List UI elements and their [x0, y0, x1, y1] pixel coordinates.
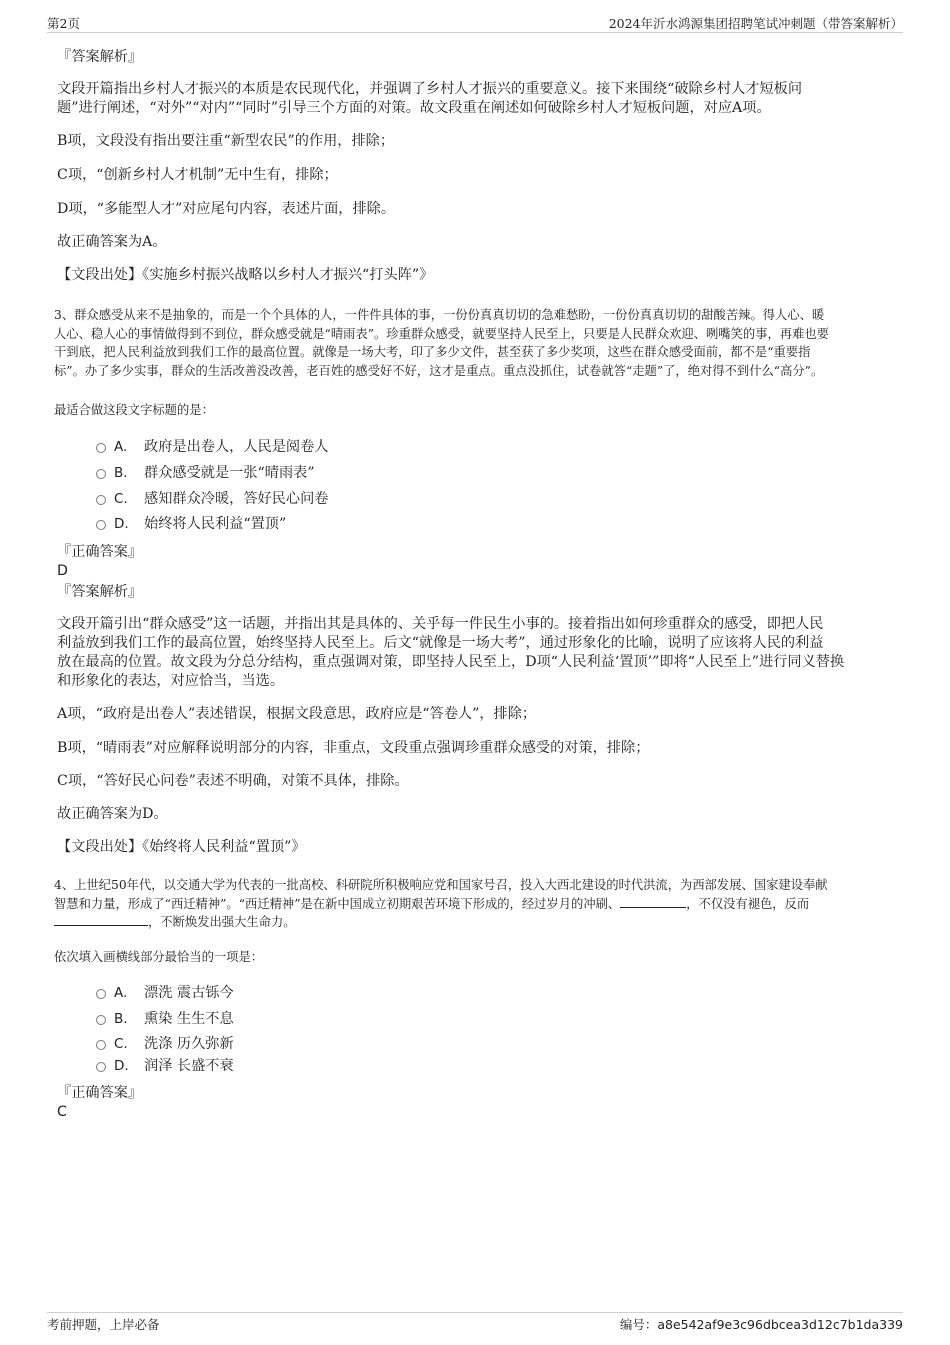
footer-slogan: 考前押题，上岸必备	[47, 1317, 160, 1332]
q3-option-b-analysis: B项，“晴雨表”对应解释说明部分的内容，非重点，文段重点强调珍重群众感受的对策，排除；	[57, 740, 650, 756]
footer-id-label: 编号：	[619, 1317, 658, 1332]
q2-analysis-line-1: 文段开篇指出乡村人才振兴的本质是农民现代化，并强调了乡村人才振兴的重要意义。接下来围绕“破除乡村人才短板问	[57, 81, 803, 97]
q4-option-a[interactable]	[96, 983, 234, 1003]
q3-option-b[interactable]	[96, 463, 315, 483]
footer-id-value: a8e542af9e3c96dbcea3d12c7b1da339	[657, 1317, 903, 1332]
radio-icon[interactable]	[96, 1040, 106, 1050]
page-header	[47, 14, 903, 33]
q4-option-c-letter: C.	[114, 1036, 128, 1052]
q3-option-c-letter: C.	[114, 491, 128, 507]
q4-blank-1	[620, 895, 686, 908]
radio-icon[interactable]	[96, 1062, 106, 1072]
q2-analysis-line-2: 题”进行阐述，“对外”“对内”“同时”引导三个方面的对策。故文段重在阐述如何破除乡村人才短板问题，对应A项。	[57, 100, 771, 116]
q3-stem-line-3: 干到底，把人民利益放到我们工作的最高位置。就像是一场大考，印了多少文件，甚至获了多少奖项，这些在群众感受面前，都不是“重要指	[54, 345, 811, 359]
q3-analysis-line-4: 和形象化的表达，对应恰当，当选。	[57, 673, 285, 689]
radio-icon[interactable]	[96, 469, 106, 479]
q4-prompt: 依次填入画横线部分最恰当的一项是：	[54, 950, 264, 964]
q3-option-c-analysis: C项，“答好民心问卷”表述不明确，对策不具体，排除。	[57, 773, 409, 789]
q3-analysis-paragraph	[57, 615, 897, 691]
q2-option-c-analysis: C项，“创新乡村人才机制”无中生有，排除；	[57, 167, 338, 183]
q3-stem-line-2: 人心、稳人心的事情做得到不到位，群众感受就是“晴雨表”。珍重群众感受，就要坚持人民至上，只要是人民群众欢迎、咧嘴笑的事，再难也要	[54, 326, 829, 341]
radio-icon[interactable]	[96, 989, 106, 999]
q4-option-a-text: 漂洗 震古铄今	[144, 985, 234, 1001]
q3-conclusion: 故正确答案为D。	[57, 806, 168, 822]
q4-option-a-letter: A.	[114, 985, 128, 1001]
q4-answer: C	[57, 1104, 67, 1120]
q3-option-d-text: 始终将人民利益“置顶”	[144, 516, 287, 532]
q3-answer: D	[57, 563, 68, 579]
q3-analysis-heading: 『答案解析』	[57, 584, 143, 600]
q3-analysis-line-1: 文段开篇引出“群众感受”这一话题，并指出其是具体的、关乎每一件民生小事的。接着指出如何珍重群众的感受，即把人民	[57, 616, 824, 632]
q3-option-c[interactable]	[96, 489, 328, 509]
q4-stem-line-2-a: 智慧和力量，形成了“西迁精神”。“西迁精神”是在新中国成立初期艰苦环境下形成的，经过岁月的冲刷、	[54, 896, 621, 911]
q2-analysis-heading: 『答案解析』	[57, 49, 143, 65]
q3-option-a[interactable]	[96, 437, 328, 457]
q4-stem	[54, 876, 900, 932]
q3-option-a-text: 政府是出卷人，人民是阅卷人	[144, 439, 329, 455]
q2-source: 【文段出处】《实施乡村振兴战略以乡村人才振兴“打头阵”》	[57, 267, 434, 283]
q3-option-a-letter: A.	[114, 439, 128, 455]
q4-stem-line-2-b: ，不仅没有褪色，反而	[686, 896, 810, 911]
radio-icon[interactable]	[96, 443, 106, 453]
q4-stem-line-3-text: ，不断焕发出强大生命力。	[148, 915, 296, 929]
q4-answer-heading: 『正确答案』	[57, 1085, 143, 1101]
radio-icon[interactable]	[96, 495, 106, 505]
q3-option-d-letter: D.	[114, 516, 129, 532]
q4-option-d-text: 润泽 长盛不衰	[144, 1058, 234, 1074]
document-title: 2024年沂水鸿源集团招聘笔试冲刺题（带答案解析）	[608, 16, 903, 31]
footer-id	[620, 1315, 903, 1333]
radio-icon[interactable]	[96, 520, 106, 530]
q2-conclusion: 故正确答案为A。	[57, 234, 167, 250]
q4-blank-2	[54, 913, 148, 926]
q3-option-a-analysis: A项，“政府是出卷人”表述错误，根据文段意思，政府应是“答卷人”，排除；	[57, 706, 537, 722]
q2-option-d-analysis: D项，“多能型人才”对应尾句内容，表述片面，排除。	[57, 201, 396, 217]
q4-option-d-letter: D.	[114, 1058, 129, 1074]
q3-option-c-text: 感知群众冷暖，答好民心问卷	[144, 491, 329, 507]
q3-stem	[54, 306, 900, 380]
q3-stem-line-4: 标”。办了多少实事，群众的生活改善没改善，老百姓的感受好不好，这才是重点。重点没抓住，试卷就答“走题”了，绝对得不到什么“高分”。	[54, 363, 824, 378]
q4-option-c-text: 洗涤 历久弥新	[144, 1036, 234, 1052]
radio-icon[interactable]	[96, 1015, 106, 1025]
q2-option-b-analysis: B项，文段没有指出要注重“新型农民”的作用，排除；	[57, 133, 395, 149]
q4-option-b-text: 熏染 生生不息	[144, 1011, 234, 1027]
q4-option-b[interactable]	[96, 1009, 234, 1029]
q3-stem-line-1: 3、群众感受从来不是抽象的，而是一个个具体的人，一件件具体的事，一份份真真切切的急难愁盼，一份份真真切切的甜酸苦辣。得人心、暖	[54, 308, 825, 322]
q3-option-d[interactable]	[96, 514, 286, 534]
q3-prompt: 最适合做这段文字标题的是：	[54, 403, 214, 417]
page-number: 第2页	[47, 16, 80, 31]
q3-option-b-text: 群众感受就是一张“晴雨表”	[144, 465, 315, 481]
q3-analysis-line-2: 利益放到我们工作的最高位置，始终坚持人民至上。后文“就像是一场大考”，通过形象化的比喻，说明了应该将人民的利益	[57, 635, 824, 651]
q2-analysis-paragraph	[57, 80, 897, 118]
q4-stem-line-1: 4、上世纪50年代，以交通大学为代表的一批高校、科研院所积极响应党和国家号召，投入大西北建设的时代洪流，为西部发展、国家建设奉献	[54, 878, 828, 892]
q4-stem-line-3	[54, 913, 900, 932]
q4-option-d[interactable]	[96, 1056, 234, 1076]
q3-option-b-letter: B.	[114, 465, 128, 481]
q4-option-c[interactable]	[96, 1034, 234, 1054]
q3-source: 【文段出处】《始终将人民利益“置顶”》	[57, 839, 306, 855]
q3-answer-heading: 『正确答案』	[57, 544, 143, 560]
q4-stem-line-2	[54, 895, 900, 914]
q4-option-b-letter: B.	[114, 1011, 128, 1027]
q3-analysis-line-3: 放在最高的位置。故文段为分总分结构，重点强调对策，即坚持人民至上，D项“人民利益‘置顶’”即将“人民至上”进行同义替换	[57, 654, 845, 670]
page-footer	[47, 1312, 903, 1332]
